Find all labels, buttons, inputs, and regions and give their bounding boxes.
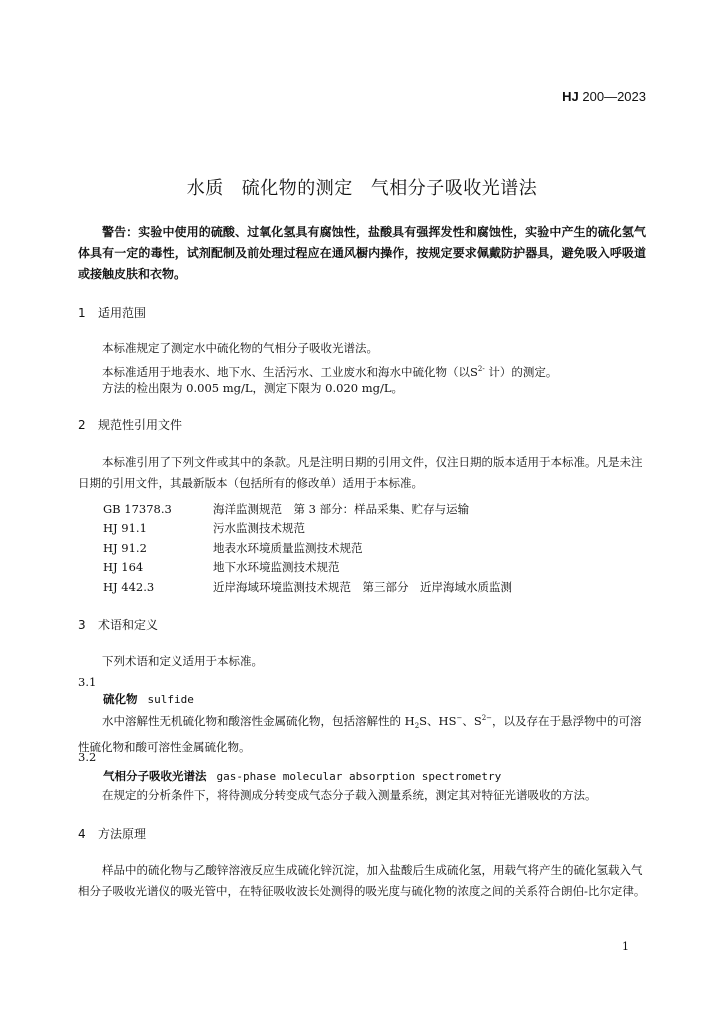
s4-paragraph: 样品中的硫化物与乙酸锌溶液反应生成硫化锌沉淀，加入盐酸后生成硫化氢，用载气将产生的硫化氢载入气相分子吸收光谱仪的吸光管中，在特征吸收波长处测得的吸光度与硫化物的浓度之间的关系符合朗伯-比尔定律。	[78, 863, 646, 898]
standard-number-header: HJ 200—2023	[562, 89, 646, 104]
s1-paragraph-3: 方法的检出限为 0.005 mg/L，测定下限为 0.020 mg/L。	[102, 381, 404, 395]
warning-paragraph: 警告：实验中使用的硫酸、过氧化氢具有腐蚀性，盐酸具有强挥发性和腐蚀性，实验中产生的硫化氢气体具有一定的毒性，试剂配制及前处理过程应在通风橱内操作，按规定要求佩戴防护器具，避免吸入呼吸道或接触皮肤和衣物。	[78, 225, 646, 281]
term-definition-sulfide: 水中溶解性无机硫化物和酸溶性金属硫化物，包括溶解性的 $H_2S$、HS−、$S^{2-}$，以及存在于悬浮物中的可溶性硫化物和酸可溶性金属硫化物。	[78, 713, 642, 755]
section-4-heading: 4 方法原理	[78, 827, 147, 841]
term-number: 3.1	[78, 675, 97, 689]
reference-item: HJ 91.2 地表水环境质量监测技术规范	[103, 540, 363, 555]
term-number: 3.2	[78, 750, 97, 764]
s2-intro-paragraph: 本标准引用了下列文件或其中的条款。凡是注明日期的引用文件，仅注日期的版本适用于本标准。凡是未注日期的引用文件，其最新版本（包括所有的修改单）适用于本标准。	[78, 455, 643, 490]
section-3-heading: 3 术语和定义	[78, 618, 159, 632]
s1-paragraph-2: 本标准适用于地表水、地下水、生活污水、工业废水和海水中硫化物（以$S^{2-}$ 计）的测定。	[102, 364, 558, 379]
term-heading-gpmas: 气相分子吸收光谱法 gas-phase molecular absorption spectrometry	[103, 769, 502, 783]
reference-item: HJ 442.3 近岸海域环境监测技术规范 第三部分 近岸海域水质监测	[103, 579, 512, 594]
reference-list	[103, 499, 512, 597]
section-2-heading: 2 规范性引用文件	[78, 418, 183, 432]
s1-paragraph-1: 本标准规定了测定水中硫化物的气相分子吸收光谱法。	[102, 341, 378, 355]
section-1-heading: 1 适用范围	[78, 306, 147, 320]
term-heading-sulfide: 硫化物 sulfide	[103, 692, 194, 706]
page-number: 1	[622, 940, 629, 953]
s3-intro-paragraph: 下列术语和定义适用于本标准。	[102, 654, 263, 668]
reference-item: GB 17378.3 海洋监测规范 第 3 部分：样品采集、贮存与运输	[103, 501, 470, 516]
reference-item: HJ 164 地下水环境监测技术规范	[103, 560, 340, 575]
page-title: 水质 硫化物的测定 气相分子吸收光谱法	[186, 178, 538, 199]
reference-item: HJ 91.1 污水监测技术规范	[103, 521, 305, 536]
term-definition-gpmas: 在规定的分析条件下，将待测成分转变成气态分子载入测量系统，测定其对特征光谱吸收的方法。	[102, 788, 597, 802]
